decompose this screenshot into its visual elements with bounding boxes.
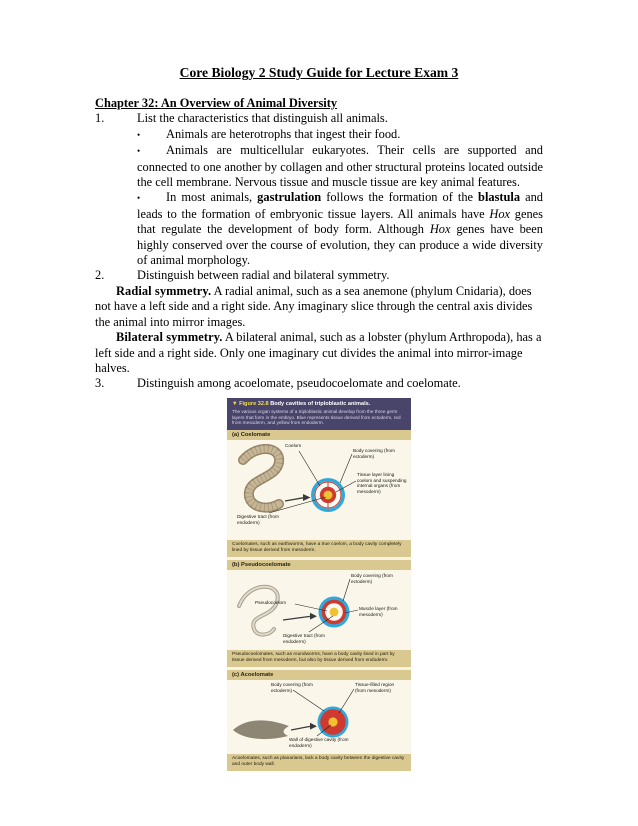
panel-b-body xyxy=(227,570,411,650)
leader-line xyxy=(343,579,350,601)
pointer-arrow xyxy=(283,617,310,621)
bilateral-symmetry-answer xyxy=(95,330,543,376)
figure-title-line xyxy=(232,401,406,408)
planarian-illustration xyxy=(233,721,289,740)
label-digestive-tract: Digestive tract (from endoderm) xyxy=(237,514,279,525)
leader-line xyxy=(293,690,324,711)
pointer-arrowhead xyxy=(310,723,317,730)
panel-a-header: (a) Coelomate xyxy=(227,430,411,440)
label-muscle-layer: Muscle layer (from mesoderm) xyxy=(359,606,398,617)
pointer-arrowhead xyxy=(310,613,317,620)
pointer-arrow xyxy=(285,498,303,501)
label-wall-of-digestive-cavity: Wall of digestive cavity (from endoderm) xyxy=(289,737,349,748)
question-1-text: List the characteristics that distinguish all animals. xyxy=(137,111,388,126)
answer-bullet-3 xyxy=(137,190,543,268)
answer-bullet-1 xyxy=(137,127,543,143)
bullet-2-text: Animals are multicellular eukaryotes. Their cells are supported and connected to one another by collagen and other structural proteins located outside the cell membrane. Nervous tissue and muscle tissue are key animal features. xyxy=(137,143,543,190)
panel-c-caption: Acoelomates, such as planarians, lack a body cavity between the digestive cavity and outer body wall. xyxy=(227,754,411,771)
bullet-icon: • xyxy=(137,146,141,157)
label-pseudocoelom: Pseudocoelom xyxy=(255,600,287,606)
panel-a-caption: Coelomates, such as earthworms, have a true coelom, a body cavity completely lined by tissue derived from mesoderm. xyxy=(227,540,411,557)
panel-a-body xyxy=(227,440,411,540)
pointer-arrow xyxy=(291,727,310,731)
radial-symmetry-answer xyxy=(95,284,543,330)
label-tissue-filled-region: Tissue-filled region (from mesoderm) xyxy=(355,682,395,693)
figure-number: ▼ Figure 32.8 xyxy=(232,400,269,407)
label-digestive-tract: Digestive tract (from endoderm) xyxy=(283,633,325,644)
document-title: Core Biology 2 Study Guide for Lecture Exam 3 xyxy=(179,65,459,80)
bullet-1-text: Animals are heterotrophs that ingest their food. xyxy=(166,126,401,141)
figure-title: Body cavities of triploblastic animals. xyxy=(270,400,371,407)
italic-term-hox: Hox xyxy=(429,222,451,237)
text-run: In most animals, xyxy=(166,190,258,205)
figure-32-8-image xyxy=(227,398,411,771)
question-1 xyxy=(95,111,543,126)
radial-symmetry-body: A radial animal, such as a sea anemone (phylum Cnidaria), does not have a left side and a right side. Any imaginary slice through the central axis divides the animal into mirror images. xyxy=(95,283,533,329)
bullet-icon: • xyxy=(137,129,141,140)
question-1-number: 1. xyxy=(95,111,105,126)
bullet-3-text xyxy=(137,190,543,267)
endoderm-digestive xyxy=(324,491,333,500)
panel-b-header: (b) Pseudocoelomate xyxy=(227,560,411,570)
question-2-number: 2. xyxy=(95,268,105,283)
bullet-icon: • xyxy=(137,193,141,204)
leader-line xyxy=(299,451,320,486)
label-coelom: Coelom xyxy=(285,443,302,449)
panel-c-body xyxy=(227,680,411,754)
text-run: genes that regulate the development of body form. Although xyxy=(137,206,544,237)
answer-bullet-2 xyxy=(137,143,543,190)
text-run: and leads to the formation of embryonic tissue layers. All animals have xyxy=(137,190,543,221)
question-2 xyxy=(95,268,543,283)
text-run: follows the formation of the xyxy=(321,190,479,205)
question-3-text: Distinguish among acoelomate, pseudocoelomate and coelomate. xyxy=(137,376,461,391)
figure-description: The various organ systems of a triploblastic animal develop from the three germ layers that form in the embryo. Blue represents tissue derived from ectoderm, red from mesoderm, and yellow from endoderm. xyxy=(232,408,401,426)
figure-header xyxy=(227,398,411,430)
leader-line xyxy=(339,689,354,713)
chapter-heading: Chapter 32: An Overview of Animal Diversity xyxy=(95,96,338,110)
bold-term-gastrulation: gastrulation xyxy=(257,190,322,205)
endoderm-digestive xyxy=(330,608,339,617)
panel-c-header: (c) Acoelomate xyxy=(227,670,411,680)
bilateral-symmetry-lead: Bilateral symmetry. xyxy=(116,330,223,345)
radial-symmetry-lead: Radial symmetry. xyxy=(116,283,212,298)
question-3-number: 3. xyxy=(95,376,105,391)
label-body-covering: Body covering (from ectoderm) xyxy=(351,573,393,584)
pointer-arrowhead xyxy=(303,494,311,501)
label-body-covering: Body covering (from ectoderm) xyxy=(353,448,395,459)
label-tissue-layer: Tissue layer lining coelom and suspending internal organs (from mesoderm) xyxy=(357,472,407,494)
text-run: genes have been highly conserved over the course of evolution, they can produce a wide diversity of animal morphology. xyxy=(137,222,543,268)
panel-b-caption: Pseudocoelomates, such as roundworms, have a body cavity lined in part by tissue derived from mesoderm, but also by tissue derived from endoderm. xyxy=(227,650,411,667)
bilateral-symmetry-body: A bilateral animal, such as a lobster (phylum Arthropoda), has a left side and a right side. Only one imaginary cut divides the animal into mirror-image halves. xyxy=(95,330,542,375)
leader-line xyxy=(340,454,352,483)
endoderm-digestive-cavity xyxy=(328,718,337,727)
question-2-text: Distinguish between radial and bilateral symmetry. xyxy=(137,268,390,283)
label-body-covering: Body covering (from ectoderm) xyxy=(271,682,313,693)
bold-term-blastula: blastula xyxy=(478,190,521,205)
italic-term-hox: Hox xyxy=(489,206,511,221)
question-3 xyxy=(95,376,543,391)
